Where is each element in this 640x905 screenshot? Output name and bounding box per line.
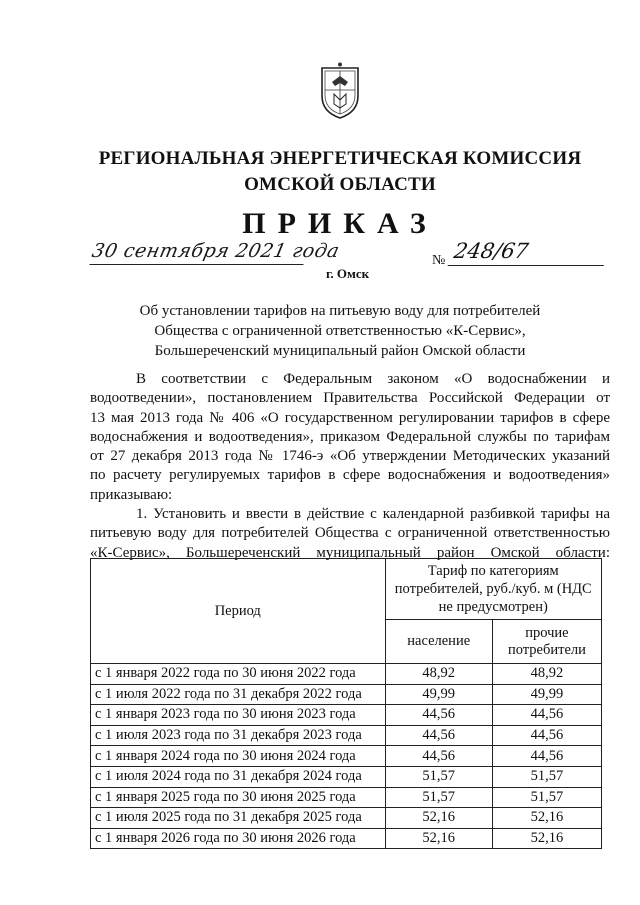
other-tariff-cell: 51,57 [492,787,601,808]
population-tariff-cell: 51,57 [385,787,492,808]
other-tariff-cell: 44,56 [492,746,601,767]
period-cell: с 1 января 2026 года по 30 июня 2026 года [91,828,386,849]
table-row [91,746,602,767]
body-line: В соответствии с Федеральным законом «О водоснабжении и [136,371,610,387]
coat-of-arms-icon [318,62,362,120]
population-tariff-cell: 51,57 [385,766,492,787]
other-tariff-cell: 52,16 [492,808,601,829]
subject-line: Общества с ограниченной ответственностью «К-Сервис», [154,323,526,339]
table-row [91,725,602,746]
body-line: водоснабжения и водоотведения», приказом Федеральной службы по тарифам [90,428,610,445]
other-tariff-cell: 48,92 [492,664,601,685]
table-row [91,684,602,705]
document-type-title: ПРИКАЗ [242,207,438,240]
table-row [91,828,602,849]
population-tariff-cell: 44,56 [385,705,492,726]
subject-line: Большереченский муниципальный район Омской области [154,343,526,359]
other-tariff-cell: 49,99 [492,684,601,705]
period-cell: с 1 января 2023 года по 30 июня 2023 года [91,705,386,726]
population-tariff-cell: 52,16 [385,808,492,829]
table-row [91,664,602,685]
body-line: 13 мая 2013 года № 406 «О государственном регулировании тарифов в сфере [90,409,610,426]
body-line: водоотведении», постановлением Правительства Российской Федерации от [90,390,610,407]
population-tariff-cell: 48,92 [385,664,492,685]
other-tariff-cell: 52,16 [492,828,601,849]
body-line: «К-Сервис», Большереченский муниципальный район Омской области: [90,544,610,561]
period-cell: с 1 июля 2022 года по 31 декабря 2022 года [91,684,386,705]
body-line: 1. Установить и ввести в действие с календарной разбивкой тарифы на [136,506,610,523]
population-tariff-cell: 52,16 [385,828,492,849]
column-header-period: Период [91,559,386,664]
population-tariff-cell: 44,56 [385,746,492,767]
other-tariff-cell: 44,56 [492,705,601,726]
body-line: питьевую воду для потребителей Общества с ограниченной ответственностью [90,525,610,542]
column-header-population: население [385,620,492,664]
item-1-paragraph [90,505,610,563]
number-label: № [432,253,446,268]
period-cell: с 1 июля 2024 года по 31 декабря 2024 года [91,766,386,787]
body-line: по расчету регулируемых тарифов в сфере водоснабжения и водоотведения» [90,467,610,484]
tariff-table [90,558,602,849]
preamble-paragraph [90,370,610,505]
handwritten-date: 30 сентября 2021 года [89,240,308,265]
table-row [91,787,602,808]
population-tariff-cell: 49,99 [385,684,492,705]
order-body [90,370,610,563]
period-cell: с 1 июля 2023 года по 31 декабря 2023 года [91,725,386,746]
period-cell: с 1 июля 2025 года по 31 декабря 2025 года [91,808,386,829]
period-cell: с 1 января 2022 года по 30 июня 2022 года [91,664,386,685]
body-line: приказываю: [90,486,173,503]
other-tariff-cell: 51,57 [492,766,601,787]
population-tariff-cell: 44,56 [385,725,492,746]
table-row [91,705,602,726]
subject-line: Об установлении тарифов на питьевую воду для потребителей [139,303,541,319]
period-cell: с 1 января 2024 года по 30 июня 2024 года [91,746,386,767]
order-subject [60,301,620,361]
column-header-other-consumers: прочие потребители [492,620,601,664]
table-row [91,808,602,829]
table-row [91,766,602,787]
handwritten-order-number: 248/67 [448,239,609,266]
organization-name-line1: РЕГИОНАЛЬНАЯ ЭНЕРГЕТИЧЕСКАЯ КОМИССИЯ [98,148,582,169]
body-line: от 27 декабря 2013 года № 1746-э «Об утверждении Методических указаний [90,448,610,465]
period-cell: с 1 января 2025 года по 30 июня 2025 года [91,787,386,808]
column-header-tariff-group: Тариф по категориям потребителей, руб./куб. м (НДС не предусмотрен) [385,559,601,620]
other-tariff-cell: 44,56 [492,725,601,746]
organization-name-line2: ОМСКОЙ ОБЛАСТИ [244,174,436,195]
city-label: г. Омск [326,266,370,281]
